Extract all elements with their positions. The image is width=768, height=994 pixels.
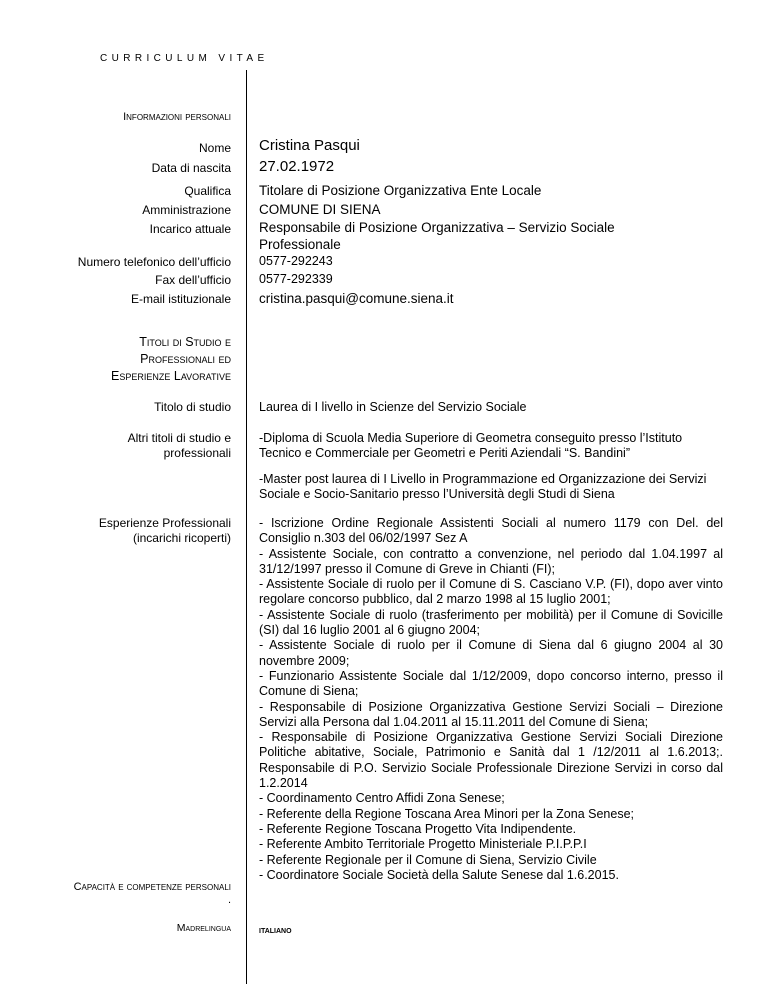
label-nome: Nome [198,141,231,155]
section-title-skills [74,879,231,904]
vertical-divider [246,70,247,984]
value-data-nascita: 27.02.1972 [259,158,335,175]
value-telefono: 0577-292243 [259,254,333,268]
experience-item: - Assistente Sociale di ruolo per il Comune di S. Casciano V.P. (FI), dopo aver vinto regolare concorso pubblico, dal 2 marzo 1998 al 15 luglio 2001; [259,577,723,607]
experience-item: - Iscrizione Ordine Regionale Assistenti Sociali al numero 1179 con Del. del Consiglio n.303 del 06/02/1997 Sez A [259,516,723,546]
label-altri-titoli-line1: Altri titoli di studio e [127,431,231,445]
section-title-skills-text: Capacità e competenze personali [73,881,231,893]
value-fax: 0577-292339 [259,272,333,286]
value-altri-titoli-2: -Master post laurea di I Livello in Programmazione ed Organizzazione dei Servizi Sociale e Socio-Sanitario presso l’Università degli Studi di Siena [259,472,707,502]
label-email: E-mail istituzionale [130,292,231,306]
experience-item: - Funzionario Assistente Sociale dal 1/12/2009, dopo concorso interno, presso il Comune di Siena; [259,668,723,699]
experience-list [259,516,723,883]
experience-item: - Assistente Sociale di ruolo per il Comune di Siena dal 6 giugno 2004 al 30 novembre 2009; [259,638,723,668]
value-incarico: Responsabile di Posizione Organizzativa – Servizio Sociale Professionale [259,220,615,252]
experience-item: - Responsabile di Posizione Organizzativa Gestione Servizi Sociali Direzione Politiche abitative, Sociale, Patrimonio e Sanità dal 1 /12/2011 al 1.6.2013;. Responsabile di P.O. Servizio Sociale Professionale Direzione Servizi in corso dal 1.2.2014 [259,730,723,791]
label-altri-titoli-line2: professionali [163,446,231,460]
label-madrelingua: Madrelingua [176,922,231,934]
label-telefono: Numero telefonico dell’ufficio [77,255,231,269]
experience-item: - Coordinamento Centro Affidi Zona Senese; [259,791,505,806]
experience-item: - Assistente Sociale di ruolo (trasferimento per mobilità) per il Comune di Sovicille (SI) dal 16 luglio 2001 al 6 giugno 2004; [259,607,723,638]
experience-item: - Responsabile di Posizione Organizzativa Gestione Servizi Sociali – Direzione Servizi alla Persona dal 1.04.2011 al 15.11.2011 del Comune di Siena; [259,699,723,729]
experience-item: - Assistente Sociale, con contratto a convenzione, nel periodo dal 1.04.1997 al 31/12/1997 presso il Comune di Greve in Chianti (FI); [259,546,723,576]
cv-title: CURRICULUM VITAE [100,53,269,64]
experience-item: - Referente Regionale per il Comune di Siena, Servizio Civile [259,852,597,867]
label-altri-titoli [128,431,231,461]
experience-item: - Coordinatore Sociale Società della Salute Senese dal 1.6.2015. [259,867,619,882]
label-incarico: Incarico attuale [149,222,231,236]
experience-item: - Referente della Regione Toscana Area Minori per la Zona Senese; [259,806,634,821]
value-qualifica: Titolare di Posizione Organizzativa Ente Locale [259,183,542,198]
experience-item: - Referente Regione Toscana Progetto Vita Indipendente. [259,821,577,836]
value-altri-titoli-1: -Diploma di Scuola Media Superiore di Geometra conseguito presso l’Istituto Tecnico e Commerciale per Geometri e Periti Aziendali “S. Bandini” [259,431,683,461]
label-titolo-studio: Titolo di studio [154,400,231,414]
section-title-personal: Informazioni personali [123,111,231,123]
section-title-studies-line2: Professionali ed [140,352,231,366]
value-titolo-studio: Laurea di I livello in Scienze del Servizio Sociale [259,400,527,414]
label-data-nascita: Data di nascita [151,161,231,175]
label-qualifica: Qualifica [184,184,231,198]
label-esperienze-line2: (incarichi ricoperti) [132,531,231,545]
value-amministrazione: COMUNE DI SIENA [259,202,381,217]
label-fax: Fax dell’ufficio [155,273,231,287]
value-nome: Cristina Pasqui [259,137,360,154]
label-esperienze-line1: Esperienze Professionali [98,516,231,530]
label-esperienze [99,516,231,546]
value-email: cristina.pasqui@comune.siena.it [259,291,454,306]
section-title-skills-dot: . [227,894,231,906]
value-madrelingua: italiano [259,924,292,936]
section-title-studies-line3: Esperienze Lavorative [111,369,231,383]
label-amministrazione: Amministrazione [142,203,231,217]
experience-item: - Referente Ambito Territoriale Progetto Ministeriale P.I.P.P.I [259,837,587,852]
section-title-studies [111,334,231,385]
section-title-studies-line1: Titoli di Studio e [139,335,231,349]
